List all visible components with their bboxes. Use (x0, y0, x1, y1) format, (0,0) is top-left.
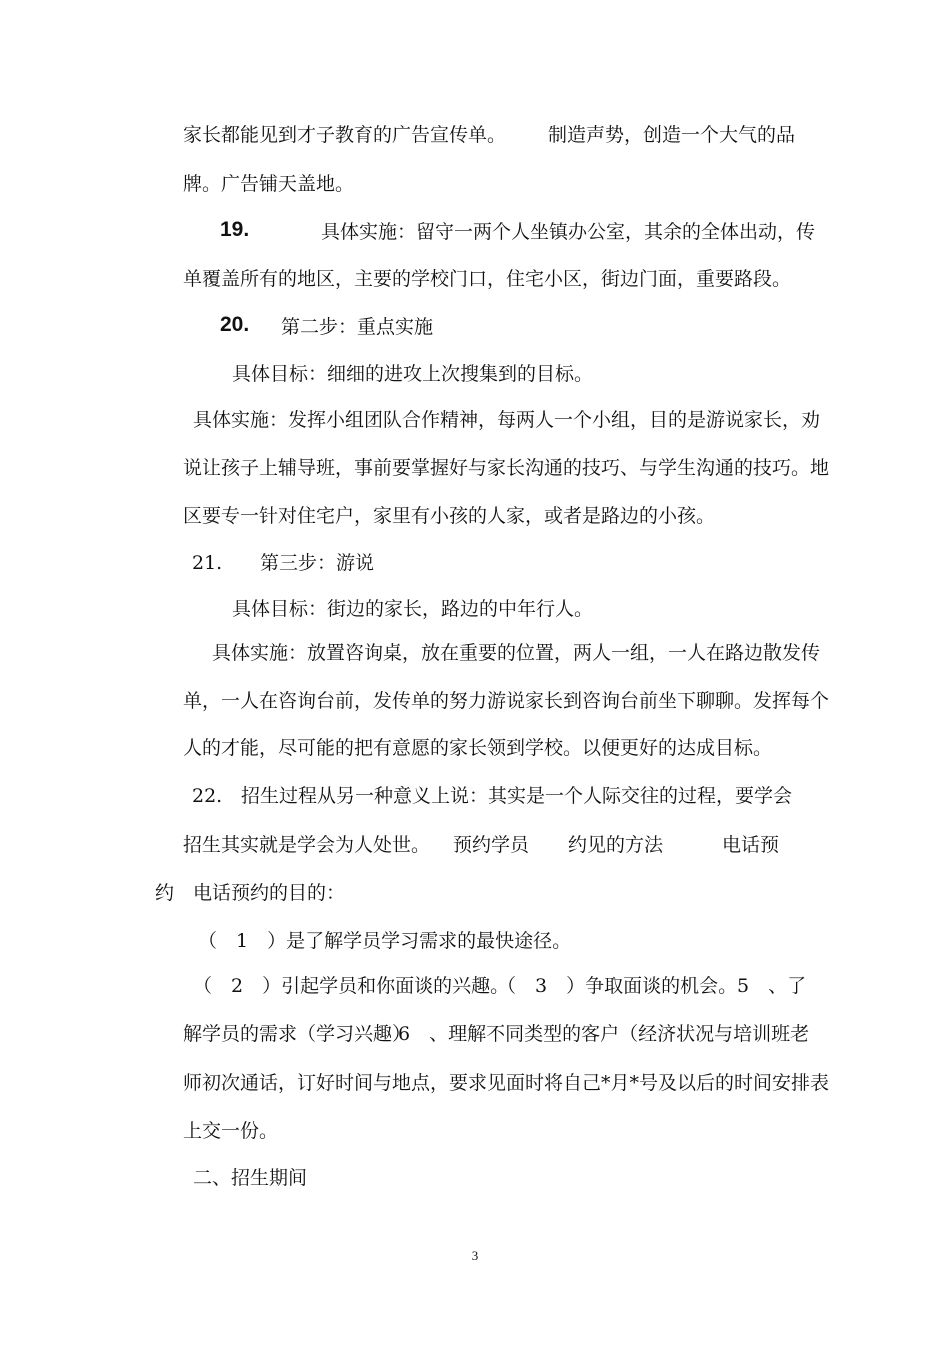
page-number: 3 (471, 1248, 479, 1263)
text-line: 上交一份。 (183, 1120, 279, 1142)
text-line: 家长都能见到才子教育的广告宣传单。 (183, 124, 507, 146)
text-line: 人的才能，尽可能的把有意愿的家长领到学校。以便更好的达成目标。 (183, 737, 773, 759)
text-line: 具体实施：发挥小组团队合作精神，每两人一个小组，目的是游说家长，劝 (193, 409, 821, 431)
text-line: 单，一人在咨询台前，发传单的努力游说家长到咨询台前坐下聊聊。发挥每个 (183, 690, 830, 712)
text-line: 约 (155, 882, 175, 904)
text-line: 师初次通话，订好时间与地点，要求见面时将自己*月*号及以后的时间安排表 (183, 1072, 830, 1094)
text-line: 电话预 (722, 834, 780, 856)
text-line: 单覆盖所有的地区，主要的学校门口，住宅小区，街边门面，重要路段。 (183, 268, 792, 290)
text-line: 电话预约的目的： (193, 882, 346, 904)
list-number: 20. (220, 313, 250, 336)
text-line: 招生过程从另一种意义上说：其实是一个人际交往的过程，要学会 (241, 785, 793, 807)
text-line: （ 3 ）争取面谈的机会。 (497, 975, 738, 997)
text-line: 第三步：游说 (260, 552, 375, 574)
text-line: 具体实施：留守一两个人坐镇办公室，其余的全体出动，传 (321, 221, 816, 243)
text-line: 5 、了 (737, 975, 807, 997)
text-line: 说让孩子上辅导班，事前要掌握好与家长沟通的技巧、与学生沟通的技巧。地 (183, 457, 830, 479)
text-line: 区要专一针对住宅户，家里有小孩的人家，或者是路边的小孩。 (183, 505, 716, 527)
section-heading: 二、招生期间 (193, 1167, 308, 1189)
list-number: 21. (192, 552, 223, 574)
text-line: 约见的方法 (568, 834, 664, 856)
text-line: 具体目标：细细的进攻上次搜集到的目标。 (232, 363, 594, 385)
text-line: 牌。广告铺天盖地。 (183, 173, 355, 195)
text-line: （ 2 ）引起学员和你面谈的兴趣。 (193, 975, 510, 997)
list-number: 22. (192, 785, 223, 807)
text-line: （ 1 ）是了解学员学习需求的最快途径。 (198, 930, 572, 952)
text-line: 解学员的需求（学习兴趣） (183, 1023, 412, 1045)
text-line: 预约学员 (453, 834, 530, 856)
text-line: 第二步：重点实施 (281, 316, 434, 338)
list-number: 19. (220, 218, 250, 241)
text-line: 具体实施：放置咨询桌，放在重要的位置，两人一组，一人在路边散发传 (212, 642, 821, 664)
text-line: 6 、理解不同类型的客户（经济状况与培训班老 (398, 1023, 810, 1045)
text-line: 招生其实就是学会为人处世。 (183, 834, 431, 856)
text-line: 具体目标：街边的家长，路边的中年行人。 (232, 598, 594, 620)
text-line: 制造声势，创造一个大气的品 (548, 124, 796, 146)
